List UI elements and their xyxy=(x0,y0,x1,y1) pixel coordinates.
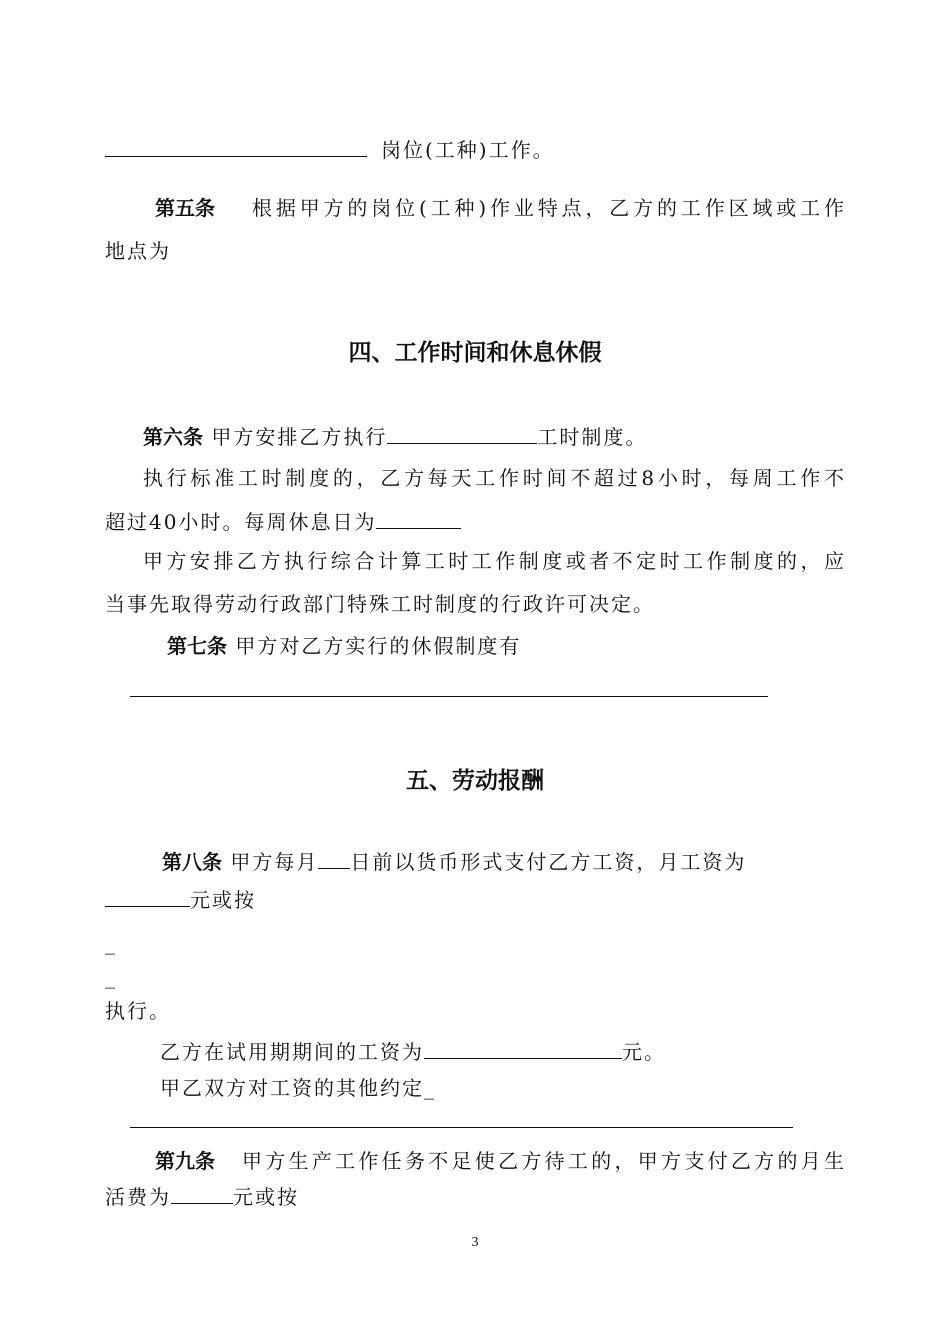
underscore: _ xyxy=(105,965,117,989)
text: 工时制度。 xyxy=(537,425,648,449)
article-8 xyxy=(162,848,746,875)
article-9-text: 甲方生产工作任务不足使乙方待工的，甲方支付乙方的月生 xyxy=(242,1149,844,1173)
text: 元。 xyxy=(622,1040,666,1064)
article-label: 第六条 xyxy=(143,425,203,449)
article-5-label xyxy=(155,195,215,221)
text: 岗位(工种)工作。 xyxy=(381,138,555,162)
blank-field xyxy=(387,423,537,444)
line-job-position xyxy=(105,136,555,163)
article-7 xyxy=(167,633,521,659)
blank-field xyxy=(171,1183,233,1204)
blank-line xyxy=(130,696,768,697)
blank-field xyxy=(376,508,461,529)
section-heading-5: 五、劳动报酬 xyxy=(406,768,544,794)
blank-field xyxy=(105,886,190,907)
article-label: 第九条 xyxy=(155,1149,215,1173)
paragraph xyxy=(105,508,461,535)
text: 活费为 xyxy=(105,1185,171,1209)
blank-line xyxy=(130,1127,793,1128)
text: 超过40小时。每周休息日为 xyxy=(105,510,377,534)
section-heading-4: 四、工作时间和休息休假 xyxy=(348,340,602,366)
paragraph xyxy=(105,886,256,913)
article-label: 第五条 xyxy=(155,196,215,220)
paragraph xyxy=(160,1038,666,1065)
blank-field xyxy=(424,1038,622,1059)
text: 甲方每月 xyxy=(230,850,319,874)
text: 日前以货币形式支付乙方工资，月工资为 xyxy=(350,850,747,874)
article-label: 第八条 xyxy=(162,850,222,874)
article-5-text: 根据甲方的岗位(工种)作业特点，乙方的工作区域或工作 xyxy=(252,196,844,220)
article-label: 第七条 xyxy=(167,634,227,658)
text: 元或按 xyxy=(190,888,256,912)
paragraph: 甲乙双方对工资的其他约定_ xyxy=(160,1076,436,1100)
paragraph xyxy=(105,1183,299,1210)
paragraph: 执行标准工时制度的，乙方每天工作时间不超过8小时，每周工作不 xyxy=(143,466,844,490)
text: 元或按 xyxy=(233,1185,299,1209)
blank-field xyxy=(318,848,350,869)
text: 甲方对乙方实行的休假制度有 xyxy=(235,634,522,658)
paragraph: 甲方安排乙方执行综合计算工时工作制度或者不定时工作制度的，应 xyxy=(143,549,844,573)
article-5-text2: 地点为 xyxy=(105,239,171,263)
article-9-label xyxy=(155,1148,215,1174)
text: 乙方在试用期期间的工资为 xyxy=(160,1040,424,1064)
article-6 xyxy=(143,423,647,450)
underscore: _ xyxy=(105,931,117,955)
page-number: 3 xyxy=(471,1235,479,1250)
text: 甲方安排乙方执行 xyxy=(211,425,388,449)
blank-field xyxy=(105,136,367,157)
paragraph: 执行。 xyxy=(105,999,171,1023)
paragraph: 当事先取得劳动行政部门特殊工时制度的行政许可决定。 xyxy=(105,592,655,616)
